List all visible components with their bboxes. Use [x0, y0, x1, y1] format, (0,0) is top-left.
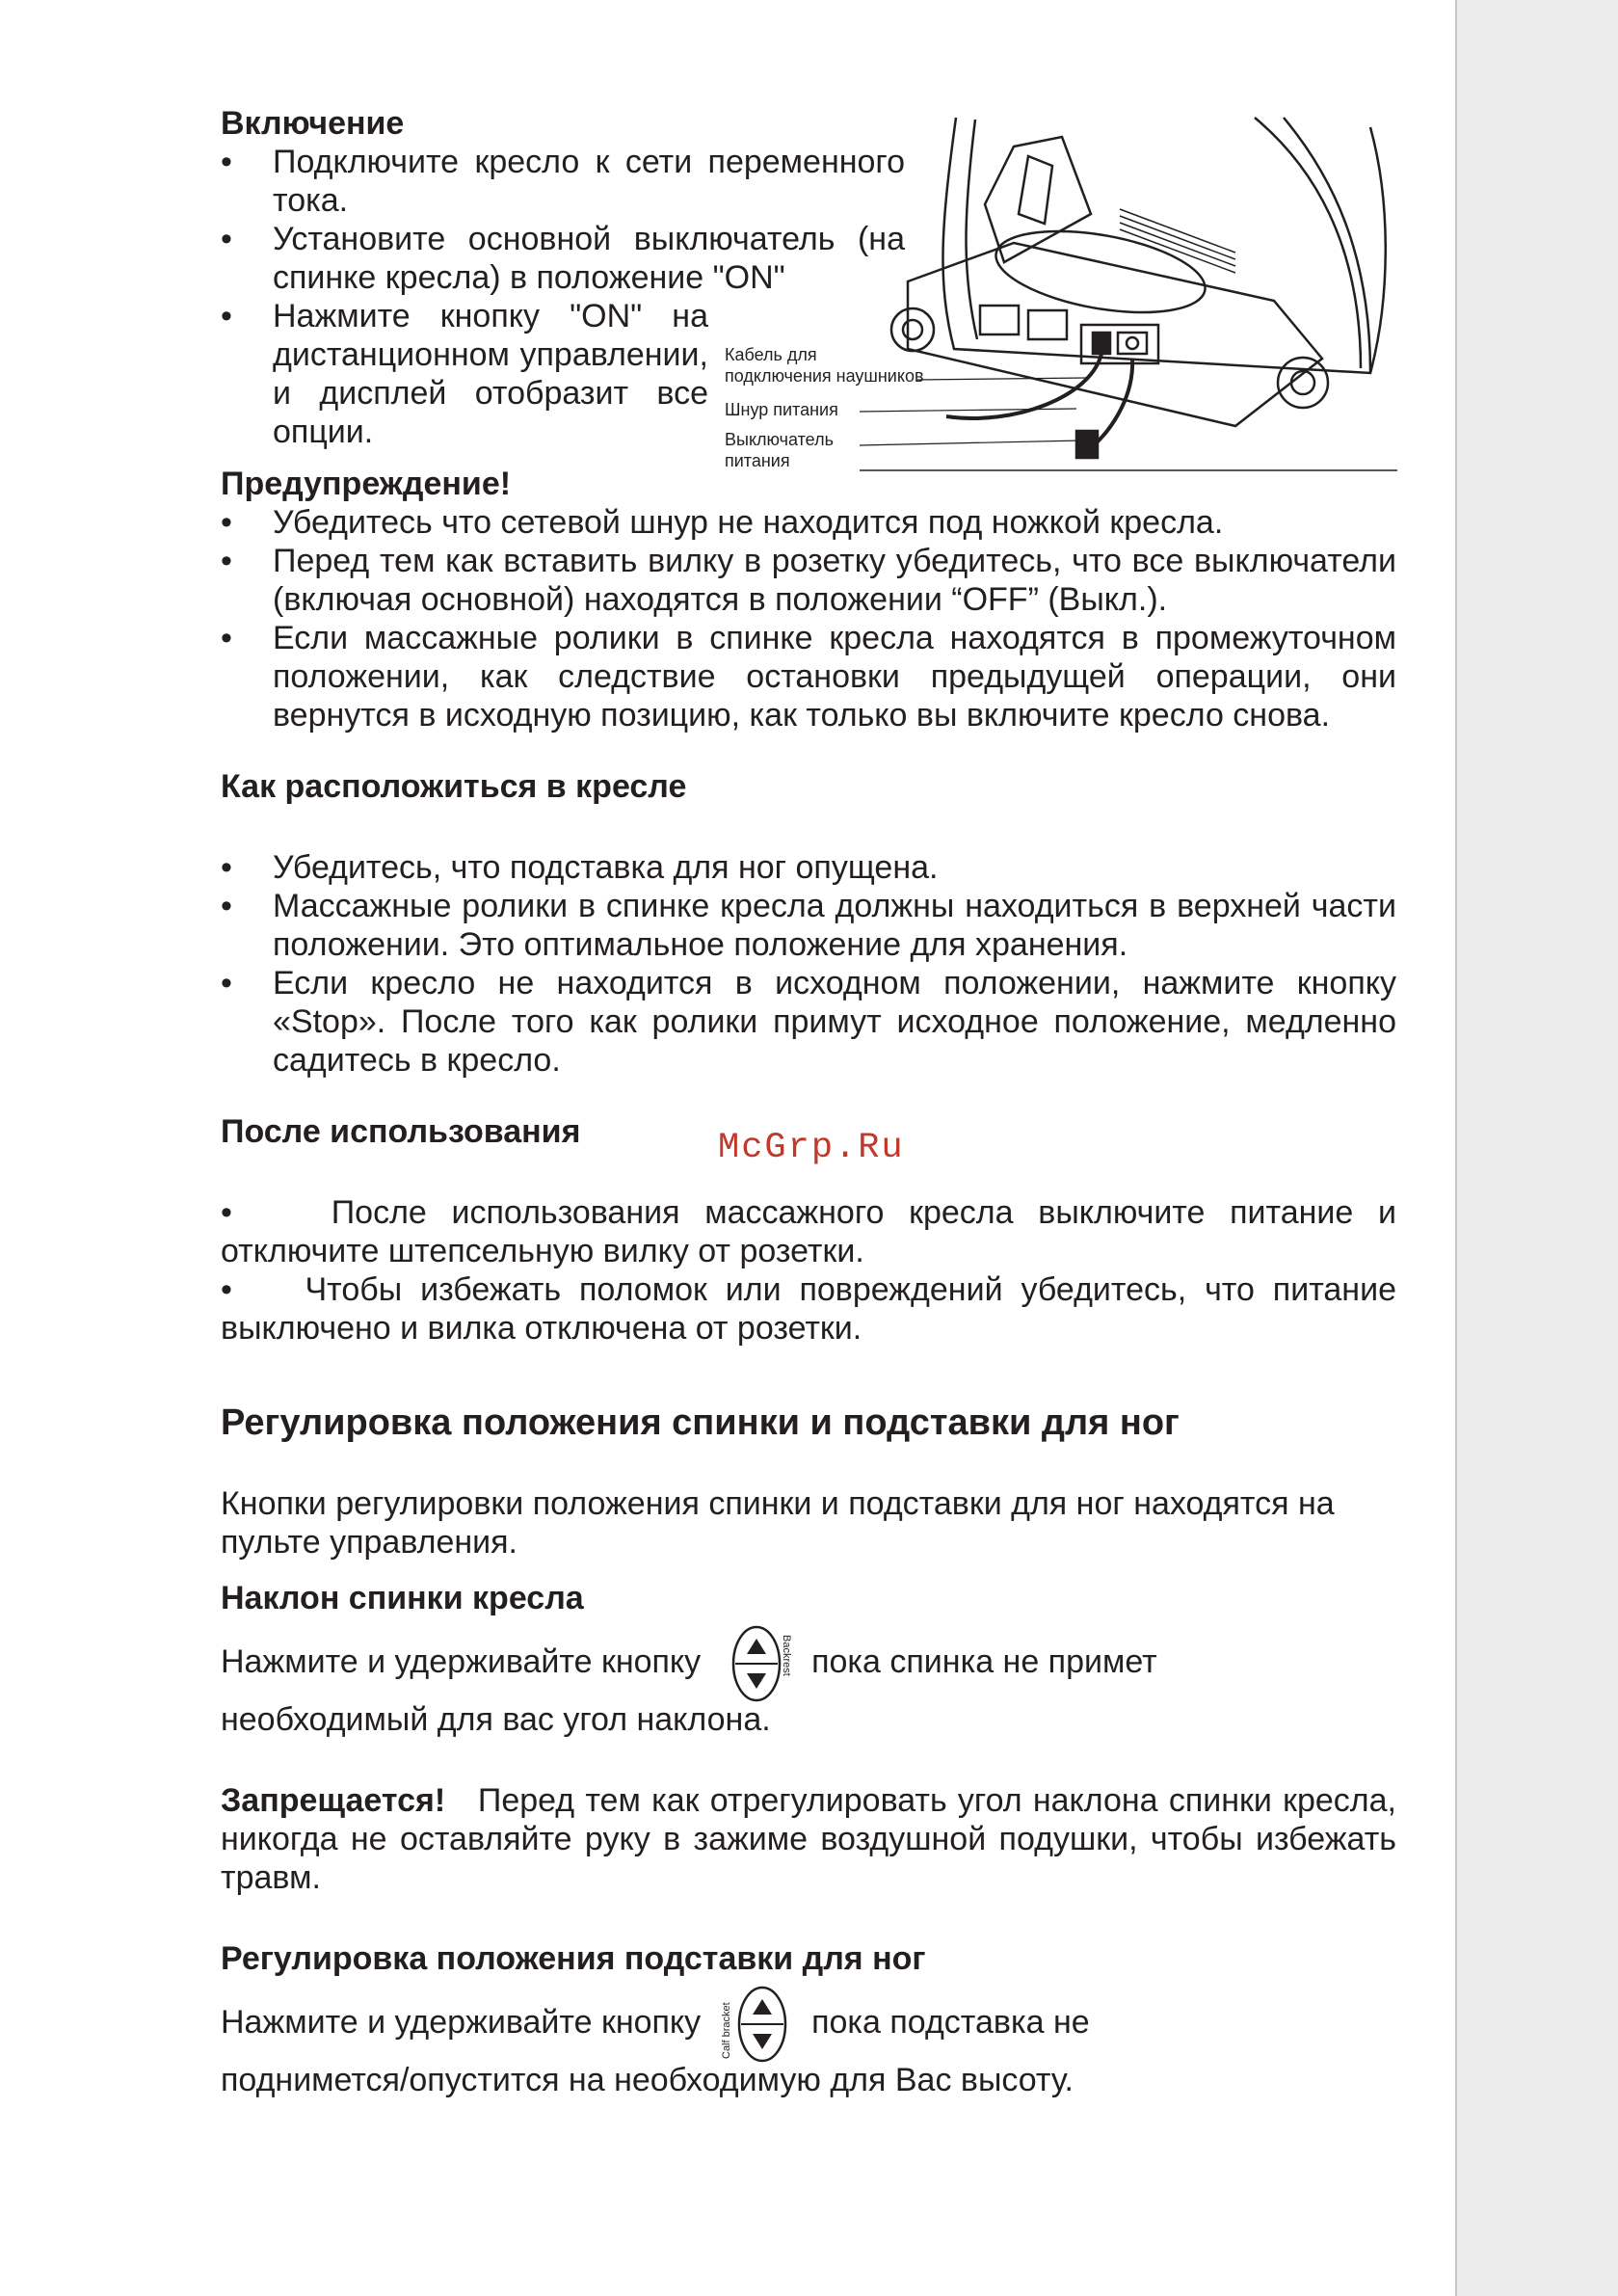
backrest-text-after: пока спинка не примет: [811, 1642, 1157, 1680]
power-on-heading: Включение: [221, 105, 405, 142]
calf-button-icon: [710, 1978, 803, 2070]
label-power-switch-2: питания: [725, 451, 790, 470]
watermark: McGrp.Ru: [718, 1128, 905, 1168]
sitting-heading: Как расположиться в кресле: [221, 768, 687, 805]
power-on-section: [221, 104, 1396, 450]
backrest-text-before: Нажмите и удерживайте кнопку: [221, 1642, 702, 1680]
list-item: • Убедитесь что сетевой шнур не находится под ножкой кресла.: [221, 504, 1224, 541]
adjust-heading: Регулировка положения спинки и подставки для ног: [221, 1402, 1180, 1443]
calf-text-line2: поднимется/опустится на необходимую для Вас высоту.: [221, 2062, 1074, 2098]
after-use-heading: После использования: [221, 1113, 581, 1150]
prohibited-paragraph: Запрещается! Перед тем как отрегулировать угол наклона спинки кресла, никогда не оставляйте руку в зажиме воздушной подушки, чтобы избежать травм.: [221, 1782, 1396, 1896]
label-power-cord: Шнур питания: [725, 400, 838, 419]
adjust-intro: Кнопки регулировки положения спинки и подставки для ног находятся на пульте управления.: [221, 1485, 1335, 1561]
list-item: • Перед тем как вставить вилку в розетку убедитесь, что все выключатели (включая основной) находятся в положении “OFF” (Выкл.).: [221, 543, 1396, 618]
calf-text-after: пока подставка не: [811, 2003, 1090, 2041]
list-item: • Массажные ролики в спинке кресла должны находиться в верхней части положении. Это оптимальное положение для хранения.: [221, 888, 1396, 963]
list-item: • Нажмите кнопку "ON" на дистанционном управлении, и дисплей отобразит все опции.: [221, 298, 708, 450]
label-headphone-cable-1: Кабель для: [725, 345, 817, 364]
label-power-switch-1: Выключатель: [725, 430, 834, 449]
label-headphone-cable-2: подключения наушников: [725, 366, 924, 386]
prohibited-label: Запрещается!: [221, 1782, 446, 1819]
list-item: • Убедитесь, что подставка для ног опущена.: [221, 849, 939, 886]
warning-heading: Предупреждение!: [221, 466, 512, 502]
svg-text:Backrest: Backrest: [780, 1635, 792, 1676]
backrest-button-icon: [710, 1617, 803, 1710]
list-item: • Если кресло не находится в исходном положении, нажмите кнопку «Stop». После того как ролики примут исходное положение, медленно садитесь в кресло.: [221, 965, 1396, 1079]
backrest-text-line2: необходимый для вас угол наклона.: [221, 1701, 771, 1738]
backrest-instruction: [221, 1617, 1396, 1710]
calf-heading: Регулировка положения подставки для ног: [221, 1940, 926, 1977]
svg-text:Calf bracket: Calf bracket: [720, 2002, 732, 2059]
list-item: • Чтобы избежать поломок или повреждений убедитесь, что питание выключено и вилка отключена от розетки.: [221, 1271, 1396, 1347]
list-item: • Установите основной выключатель (на спинке кресла) в положение "ON": [221, 221, 905, 296]
list-item: • Подключите кресло к сети переменного тока.: [221, 144, 905, 219]
list-item: • После использования массажного кресла выключите питание и отключите штепсельную вилку от розетки.: [221, 1194, 1396, 1269]
document-content: [221, 104, 1396, 2099]
calf-instruction: [221, 1978, 1396, 2070]
list-item: • Если массажные ролики в спинке кресла находятся в промежуточном положении, как следствие остановки предыдущей операции, они вернутся в исходную позицию, как только вы включите кресло снова.: [221, 620, 1396, 734]
calf-text-before: Нажмите и удерживайте кнопку: [221, 2003, 702, 2041]
backrest-heading: Наклон спинки кресла: [221, 1580, 584, 1616]
right-margin-strip: [1457, 0, 1618, 2296]
